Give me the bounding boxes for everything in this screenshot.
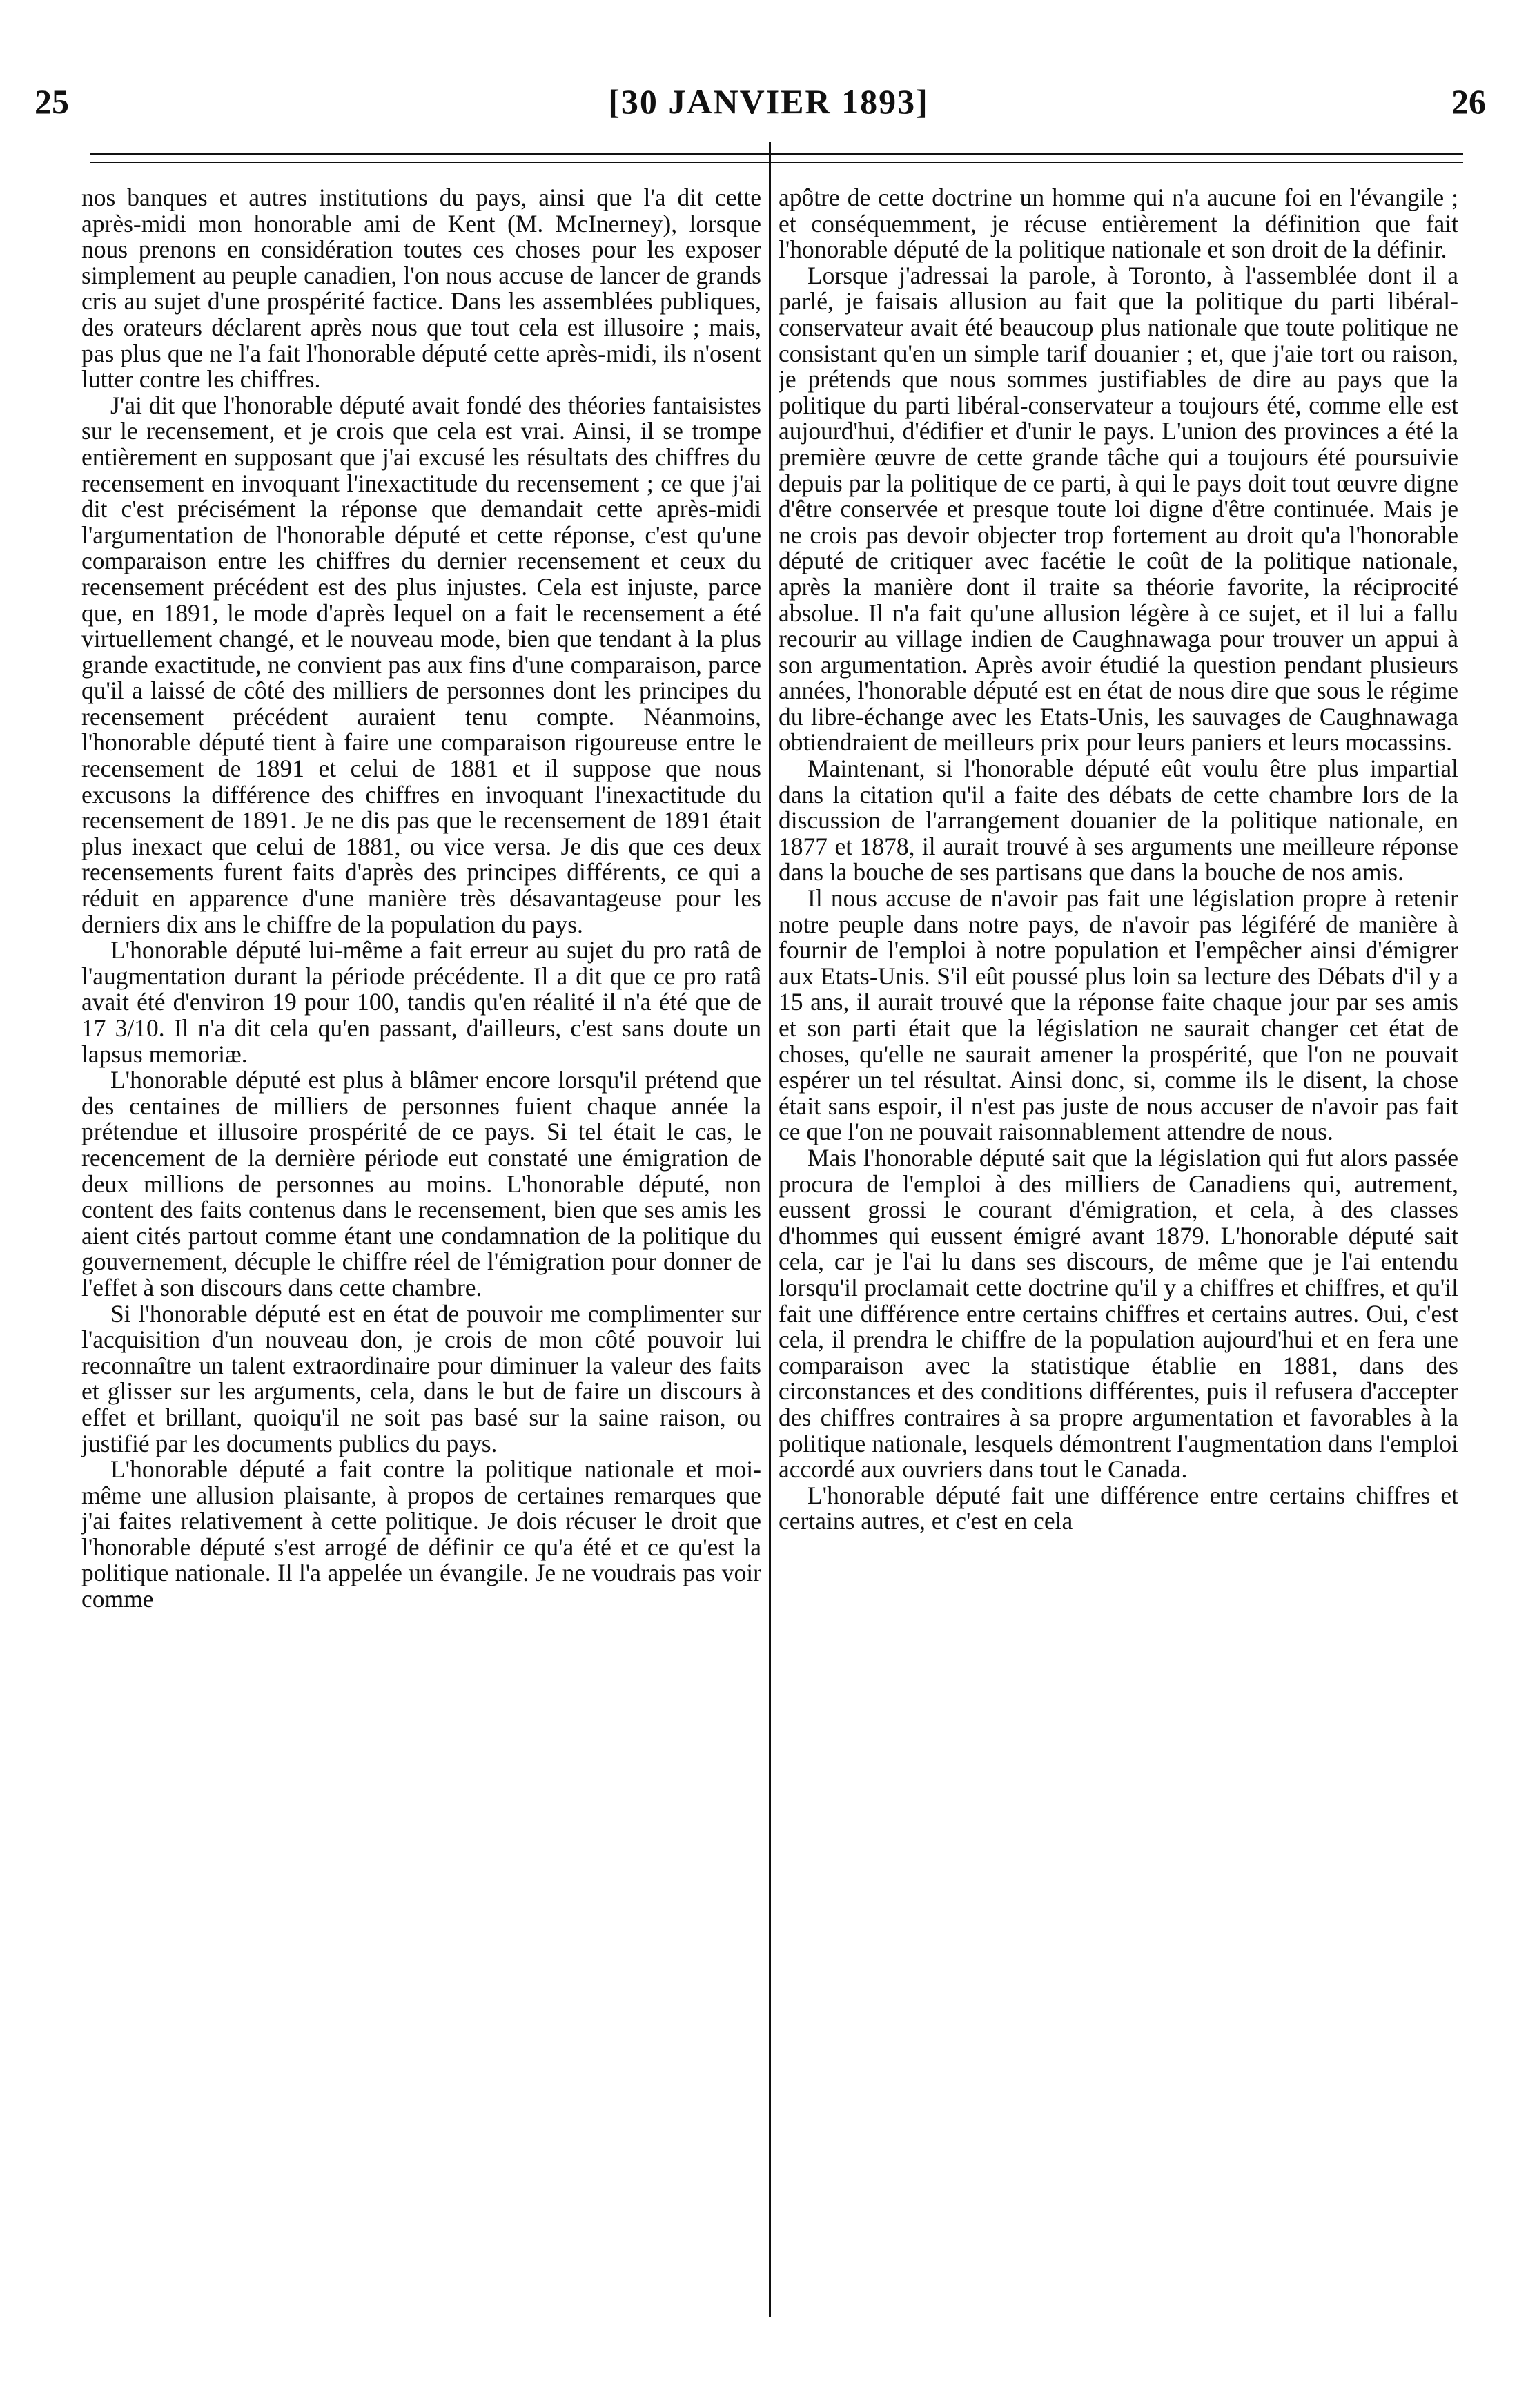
- right-paragraph-4: Il nous accuse de n'avoir pas fait une législation propre à retenir notre peuple dans notre pays, de n'avoir pas légiféré de manière à fournir de l'emploi à notre population et l'empêcher ainsi d'émigrer aux Etats-Unis. S'il eût poussé plus loin sa lecture des Débats d'il y a 15 ans, il aurait trouvé que la réponse faite chaque jour par ses amis et son parti était que la législation ne saurait changer cet état de choses, qu'elle ne saurait amener la prospérité, que l'on ne pouvait espérer un tel résultat. Ainsi donc, si, comme ils le disent, la chose était sans espoir, il n'est pas juste de nous accuser de n'avoir pas fait ce que l'on ne pouvait raisonnablement attendre de nous.: [779, 884, 1458, 1146]
- page-date-title: [30 JANVIER 1893]: [608, 82, 929, 121]
- header-rule-secondary: [90, 162, 1463, 163]
- left-paragraph-1: nos banques et autres institutions du pays, ainsi que l'a dit cette après-midi mon honorable ami de Kent (M. McInerney), lorsque nous prenons en considération toutes ces choses pour les exposer simplement au peuple canadien, l'on nous accuse de lancer de grands cris au sujet d'une prospérité factice. Dans les assemblées publiques, des orateurs déclarent après nous que tout cela est illusoire ; mais, pas plus que ne l'a fait l'honorable député cette après-midi, ils n'osent lutter contre les chiffres.: [81, 185, 761, 394]
- right-paragraph-1: apôtre de cette doctrine un homme qui n'a aucune foi en l'évangile ; et conséquemment, je récuse entièrement la définition que fait l'honorable député de la politique nationale et son droit de la définir.: [779, 185, 1458, 264]
- left-column: [81, 185, 761, 2360]
- page-number-left: 25: [35, 82, 69, 121]
- right-paragraph-3: Maintenant, si l'honorable député eût voulu être plus impartial dans la citation qu'il a faite des débats de cette chambre lors de la discussion de l'arrangement douanier de la politique nationale, en 1877 et 1878, il aurait trouvé à ses arguments une meilleure réponse dans la bouche de ses partisans que dans la bouche de nos amis.: [779, 755, 1458, 886]
- left-paragraph-3: L'honorable député lui-même a fait erreur au sujet du pro ratâ de l'augmentation durant la période précédente. Il a dit que ce pro ratâ avait été d'environ 19 pour 100, tandis qu'en réalité il n'a été que de 17 3/10. Il n'a dit cela qu'en passant, d'ailleurs, c'est sans doute un lapsus memoriæ.: [81, 936, 761, 1068]
- right-paragraph-2: Lorsque j'adressai la parole, à Toronto, à l'assemblée dont il a parlé, je faisais allusion au fait que la politique du parti libéral-conservateur avait été beaucoup plus nationale que toute politique ne consistant qu'en un simple tarif douanier ; et, que j'aie tort ou raison, je prétends que nous sommes justifiables de dire au pays que la politique du parti libéral-conservateur a toujours été, comme elle est aujourd'hui, d'édifier et d'unir le pays. L'union des provinces a été la première œuvre de cette grande tâche qui a toujours été poursuivie depuis par la politique de ce parti, à qui le pays doit tout œuvre digne d'être conservée et presque toute loi digne d'être continuée. Mais je ne crois pas devoir objecter trop fortement au droit qu'a l'honorable député de critiquer avec facétie le coût de la politique nationale, après la manière dont il traite sa théorie favorite, la réciprocité absolue. Il n'a fait qu'une allusion légère à ce sujet, et il lui a fallu recourir au village indien de Caughnawaga pour trouver un appui à son argumentation. Après avoir étudié la question pendant plusieurs années, l'honorable député est en état de nous dire que sous le régime du libre-échange avec les Etats-Unis, les sauvages de Caughnawaga obtiendraient de meilleurs prix pour leurs paniers et leurs mocassins.: [779, 261, 1458, 757]
- right-paragraph-5: Mais l'honorable député sait que la législation qui fut alors passée procura de l'emploi à des milliers de Canadiens qui, autrement, eussent grossi le courant d'émigration, et cela, à des classes d'hommes qui eussent émigré avant 1879. L'honorable député sait cela, car je l'ai lu dans ses discours, de même que je l'ai entendu lorsqu'il proclamait cette doctrine qu'il y a chiffres et chiffres, et qu'il fait une différence entre certains chiffres et certains autres. Oui, c'est cela, il prendra le chiffre de la population aujourd'hui et en fera une comparaison avec la statistique établie en 1881, dans des circonstances et des conditions différentes, puis il refusera d'accepter des chiffres contraires à sa propre argumentation et favorables à la politique nationale, lesquels démontrent l'augmentation dans l'emploi accordé aux ouvriers dans tout le Canada.: [779, 1143, 1458, 1484]
- left-paragraph-6: L'honorable député a fait contre la politique nationale et moi-même une allusion plaisante, à propos de certaines remarques que j'ai faites relativement à cette politique. Je dois récuser le droit que l'honorable député s'est arrogé de définir ce qu'a été et ce qu'est la politique nationale. Il l'a appelée un évangile. Je ne voudrais pas voir comme: [81, 1455, 761, 1613]
- left-paragraph-2: J'ai dit que l'honorable député avait fondé des théories fantaisistes sur le recensement, et je crois que cela est vrai. Ainsi, il se trompe entièrement en supposant que j'ai excusé les résultats des chiffres du recensement en invoquant l'inexactitude du recensement ; ce que j'ai dit c'est précisément la réponse que demandait cette après-midi l'argumentation de l'honorable député et cette réponse, c'est qu'une comparaison entre les chiffres du dernier recensement et ceux du recensement précédent est des plus injustes. Cela est injuste, parce que, en 1891, le mode d'après lequel on a fait le recensement a été virtuellement changé, et le nouveau mode, bien que tendant à la plus grande exactitude, ne convient pas aux fins d'une comparaison, parce qu'il a laissé de côté des milliers de personnes dont les principes du recensement précédent auraient tenu compte. Néanmoins, l'honorable député tient à faire une comparaison rigoureuse entre le recensement de 1891 et celui de 1881 et il suppose que nous excusons la différence des chiffres en invoquant l'inexactitude du recensement de 1891. Je ne dis pas que le recensement de 1891 était plus inexact que celui de 1881, ou vice versa. Je dis que ces deux recensements furent faits d'après des principes différents, ce qui a réduit en apparence d'une manière très désavantageuse pour les derniers dix ans le chiffre de la population du pays.: [81, 391, 761, 938]
- left-paragraph-4: L'honorable député est plus à blâmer encore lorsqu'il prétend que des centaines de milliers de personnes fuient chaque année la prétendue et illusoire prospérité de ce pays. Si tel était le cas, le recencement de la dernière période eut constaté une émigration de deux millions de personnes au moins. L'honorable député, non content des faits contenus dans le recensement, bien que ses amis les aient cités partout comme étant une condamnation de la politique du gouvernement, décuple le chiffre réel de l'émigration pour donner de l'effet à son discours dans cette chambre.: [81, 1066, 761, 1301]
- page-header: [0, 0, 1537, 152]
- right-column: [779, 185, 1458, 2360]
- column-divider: [769, 142, 771, 2317]
- page-number-right: 26: [1451, 82, 1486, 121]
- header-rule: [90, 153, 1463, 155]
- left-paragraph-5: Si l'honorable député est en état de pouvoir me complimenter sur l'acquisition d'un nouveau don, je crois de mon côté pouvoir lui reconnaître un talent extraordinaire pour diminuer la valeur des faits et glisser sur les arguments, cela, dans le but de faire un discours à effet et brillant, quoiqu'il ne soit pas basé sur la saine raison, ou justifié par les documents publics du pays.: [81, 1299, 761, 1457]
- right-paragraph-6: L'honorable député fait une différence entre certains chiffres et certains autres, et c'est en cela: [779, 1481, 1458, 1535]
